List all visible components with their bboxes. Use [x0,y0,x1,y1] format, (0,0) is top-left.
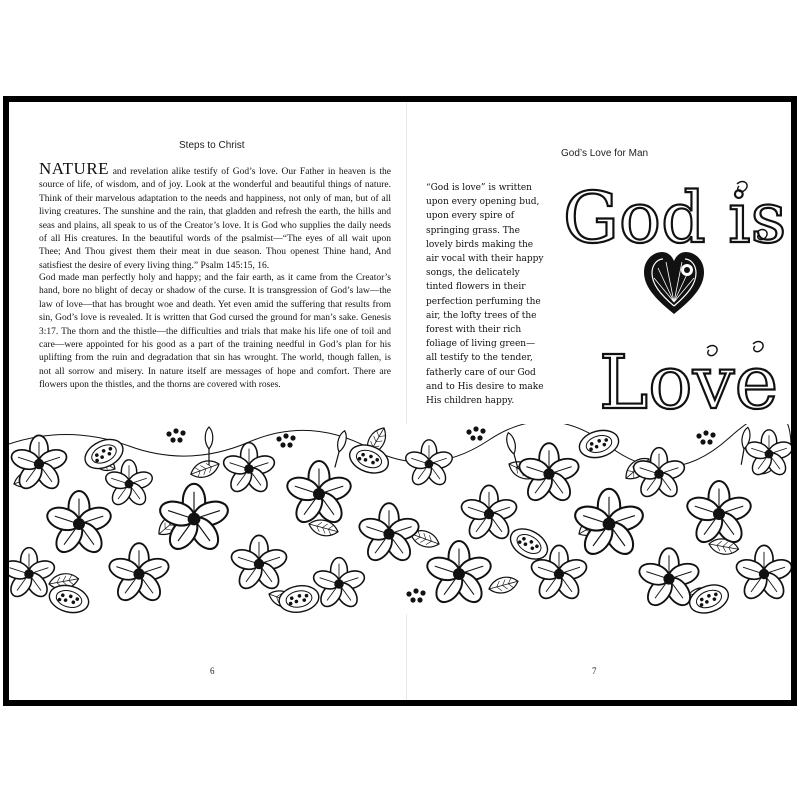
god-is-love-title-art [557,172,787,422]
paragraph-1-text: and revelation alike testify of God’s love. Our Father in heaven is the source of life, of wisdom, and of joy. Look at the wonderful and beautiful things of nature. Think of their marvelous adaptation to the needs and happiness, not only of man, but of all living creatures. The sunshine and the rain, that gladden and refresh the earth, the hills and seas and plains, all speak to us of the Creator’s love. It is God who supplies the daily needs of all His creatures. In the beautiful words of the psalmist—“The eyes of all wait upon Thee; And Thou givest them their meat in due season. Thou openest Thine hand, And satisfiest the desire of every living thing.” Psalm 145:15, 16. [39,167,392,271]
right-page-number: 7 [592,666,597,676]
left-page-number: 6 [210,666,215,676]
title-line-god-is: God is [563,177,787,259]
heart-icon [644,252,704,314]
title-line-love: Love [599,340,779,422]
book-spread-frame [3,96,797,706]
book-spread [9,102,791,700]
floral-border-illustration [9,424,791,614]
right-running-head: God’s Love for Man [561,148,649,159]
paragraph-nature [39,159,392,273]
drop-word: NATURE [39,159,110,178]
paragraph-2: God made man perfectly holy and happy; and the fair earth, as it came from the Creator’s hand, bore no blight of decay or shadow of the curse. It is transgression of God’s law—the law of love—that has brought woe and death. Yet even amid the suffering that results from sin, God’s love is revealed. It is written that God cursed the ground for man’s sake. Genesis 3:17. The thorn and the thistle—the difficulties and trials that make his life one of toil and care—were appointed for his good as a part of the training needful in God’s plan for his uplifting from the ruin and degradation that sin has wrought. The world, though fallen, is not all sorrow and misery. In nature itself are messages of hope and comfort. There are flowers upon the thistles, and the thorns are covered with roses. [39,273,391,391]
god-is-love-quote: “God is love” is written upon every opening bud, upon every spire of springing grass. The lovely birds making the air vocal with their happy songs, the delicately tinted flowers in their perfection perfuming the air, the lofty trees of the forest with their rich foliage of living green—all testify to the tender, fatherly care of our God and to His desire to make His children happy. [426,183,544,407]
left-running-head: Steps to Christ [179,140,245,151]
